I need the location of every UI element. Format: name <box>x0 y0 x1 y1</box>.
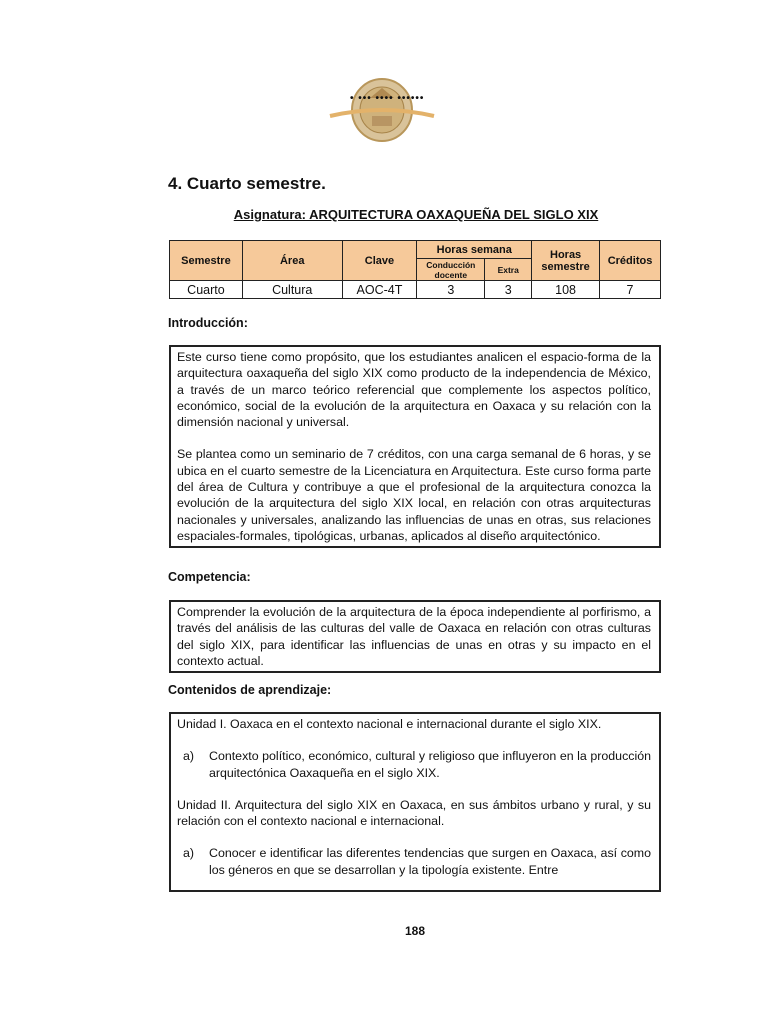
list-marker: a) <box>183 749 195 764</box>
header-semestre: Semestre <box>170 241 243 281</box>
cell-creditos: 7 <box>600 281 661 299</box>
header-horas-semana: Horas semana <box>417 241 532 259</box>
unidad-1-item-a: Contexto político, económico, cultural y religioso que influyeron en la producción arquitectónica Oaxaqueña en el siglo XIX. <box>209 749 651 780</box>
cell-semestre: Cuarto <box>170 281 243 299</box>
cell-conduccion: 3 <box>417 281 485 299</box>
list-item <box>177 845 651 878</box>
unidad-2-item-a: Conocer e identificar las diferentes tendencias que surgen en Oaxaca, así como los géneros en que se desarrollan y la tipología existente. Entre <box>209 846 651 877</box>
section-heading: 4. Cuarto semestre. <box>168 174 326 193</box>
unidad-1: Unidad I. Oaxaca en el contexto nacional e internacional durante el siglo XIX. <box>177 717 602 731</box>
subject-title: Asignatura: ARQUITECTURA OAXAQUEÑA DEL SIGLO XIX <box>233 207 599 222</box>
introduccion-paragraph-1: Este curso tiene como propósito, que los estudiantes analicen el espacio-forma de la arquitectura oaxaqueña del siglo XIX como producto de la independencia de México, a través de un marco teórico referencial que complemente los aspectos político, económico, social de la evolución de la arquitectura en Oaxaca y su relación con la dimensión nacional y universal. <box>177 350 651 430</box>
logo-text: • ••• •••• •••••• <box>350 93 425 104</box>
introduccion-box <box>169 345 661 548</box>
cell-clave: AOC-4T <box>342 281 417 299</box>
page-number: 188 <box>404 924 426 938</box>
competencia-text: Comprender la evolución de la arquitectura de la época independiente al porfirismo, a través del análisis de las culturas del valle de Oaxaca en relación con otras culturas del siglo XIX, para identificar las influencias de unas en otras y su impacto en el contexto actual. <box>177 605 651 668</box>
introduccion-paragraph-2: Se plantea como un seminario de 7 créditos, con una carga semanal de 6 horas, y se ubica en el cuarto semestre de la Licenciatura en Arquitectura. Este curso forma parte del área de Cultura y contribuye a que el profesional de la arquitectura conozca la evolución de la arquitectura del siglo XIX local, en relación con otras arquitecturas nacionales y universales, analizando las influencias de unas en otras, sus relaciones espaciales-formales, tipológicas, urbanas, aplicados al diseño arquitectónico. <box>177 447 651 543</box>
introduccion-label: Introducción: <box>168 316 248 330</box>
table-row <box>170 281 661 299</box>
header-clave: Clave <box>342 241 417 281</box>
university-seal-icon <box>326 76 438 144</box>
list-marker: a) <box>183 846 195 861</box>
header-area: Área <box>242 241 342 281</box>
course-info-table <box>169 240 661 299</box>
header-horas-semestre: Horas semestre <box>532 241 600 281</box>
list-item <box>177 748 651 781</box>
header-conduccion: Conducción docente <box>417 259 485 281</box>
cell-area: Cultura <box>242 281 342 299</box>
competencia-box <box>169 600 661 673</box>
contenidos-label: Contenidos de aprendizaje: <box>168 683 332 697</box>
cell-horas-semestre: 108 <box>532 281 600 299</box>
cell-extra: 3 <box>485 281 532 299</box>
contenidos-box <box>169 712 661 892</box>
header-creditos: Créditos <box>600 241 661 281</box>
unidad-2: Unidad II. Arquitectura del siglo XIX en Oaxaca, en sus ámbitos urbano y rural, y su relación con el contexto nacional e internacional. <box>177 797 651 829</box>
header-extra: Extra <box>485 259 532 281</box>
competencia-label: Competencia: <box>168 570 251 584</box>
